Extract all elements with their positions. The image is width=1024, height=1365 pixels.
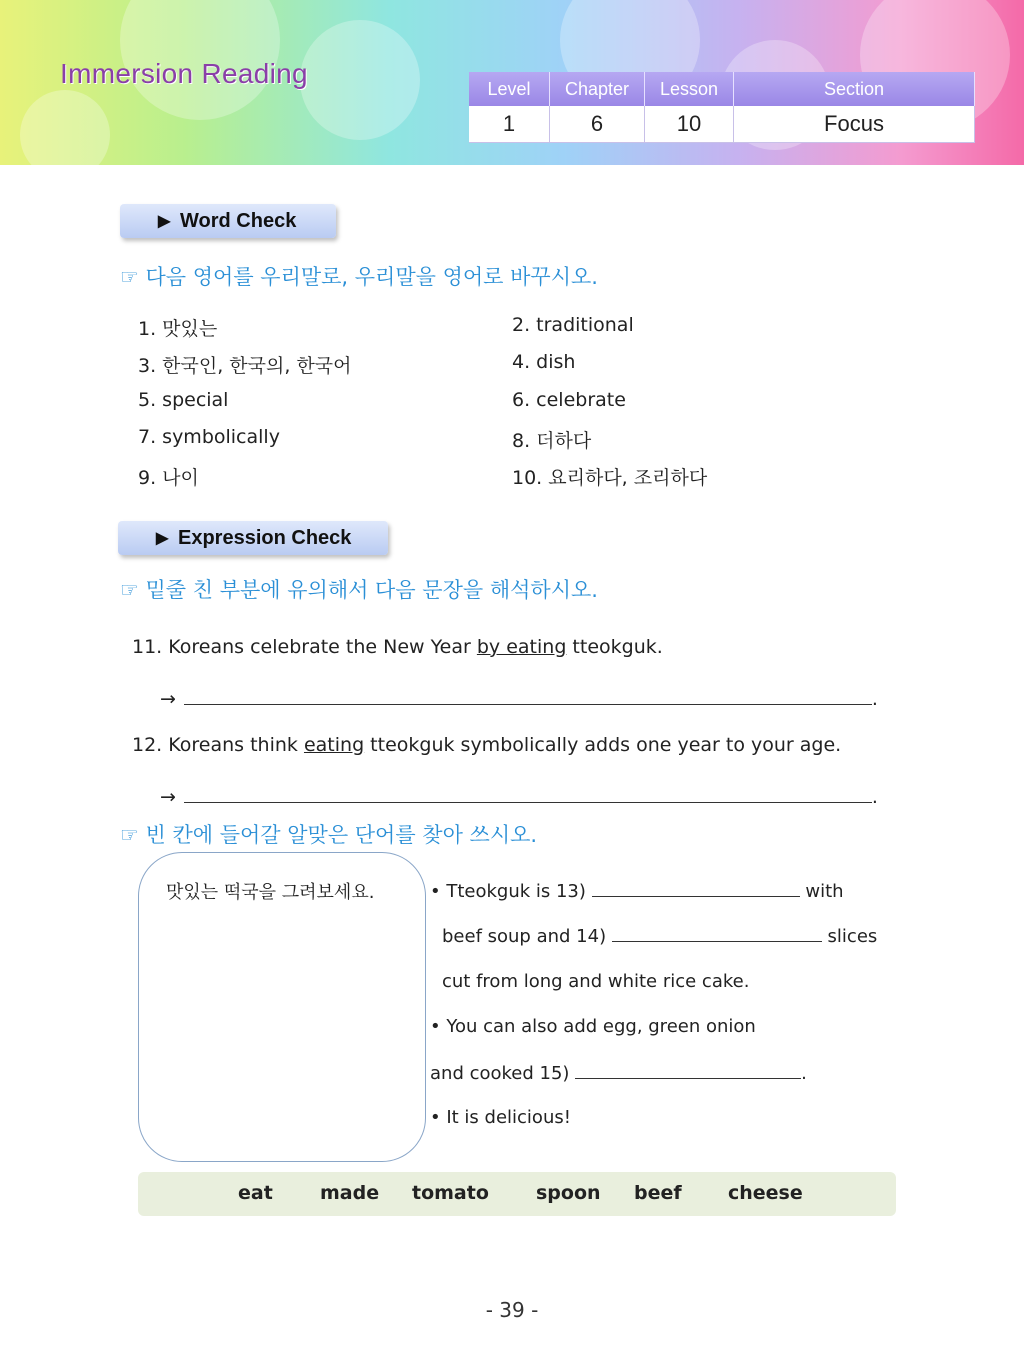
fill-line-1 [430, 880, 844, 902]
answer-line-11[interactable] [160, 686, 878, 710]
blank-14[interactable] [612, 925, 822, 942]
fill-line-2 [442, 925, 877, 947]
word-check-instruction: ☞ 다음 영어를 우리말로, 우리말을 영어로 바꾸시오. [120, 265, 598, 289]
fill-line-4: • You can also add egg, green onion [430, 1016, 756, 1037]
word-item: 6. celebrate [512, 389, 626, 411]
fill-text: . [801, 1063, 807, 1084]
word-item: 7. symbolically [138, 426, 280, 448]
arrow-icon: → [160, 786, 176, 808]
answer-blank[interactable] [184, 686, 872, 705]
fill-line-3: cut from long and white rice cake. [442, 971, 750, 992]
fill-line-5 [430, 1062, 807, 1084]
sentence-11 [132, 636, 663, 658]
answer-line-12[interactable] [160, 784, 878, 808]
word-bank-item: cheese [728, 1182, 803, 1204]
chapter-value: 6 [550, 106, 645, 143]
sentence-text: 11. Koreans celebrate the New Year [132, 636, 477, 658]
lesson-value: 10 [645, 106, 734, 143]
triangle-right-icon: ▶ [156, 530, 169, 547]
word-item: 5. special [138, 389, 229, 411]
sentence-text: tteokguk symbolically adds one year to your age. [364, 734, 842, 756]
word-check-label: Word Check [180, 209, 297, 232]
section-value: Focus [734, 106, 975, 143]
word-item: 8. 더하다 [512, 430, 592, 452]
word-bank-item: eat [238, 1182, 273, 1204]
app-title: Immersion Reading [60, 58, 308, 89]
word-item: 1. 맛있는 [138, 318, 218, 340]
sentence-text: 12. Koreans think [132, 734, 304, 756]
expression-check-label: Expression Check [178, 526, 352, 549]
col-chapter: Chapter [550, 72, 645, 106]
expression-check-tab [118, 521, 388, 555]
arrow-icon: → [160, 688, 176, 710]
word-bank-item: spoon [536, 1182, 601, 1204]
word-item: 3. 한국인, 한국의, 한국어 [138, 355, 352, 377]
fill-in-instruction: ☞ 빈 칸에 들어갈 알맞은 단어를 찾아 쓰시오. [120, 823, 538, 847]
word-item: 4. dish [512, 351, 576, 373]
expression-check-instruction: ☞ 밑줄 친 부분에 유의해서 다음 문장을 해석하시오. [120, 578, 598, 602]
word-item: 9. 나이 [138, 467, 199, 489]
word-check-tab [120, 204, 336, 238]
level-value: 1 [469, 106, 550, 143]
word-bank-item: tomato [412, 1182, 489, 1204]
period: . [871, 786, 878, 808]
word-bank-item: beef [634, 1182, 682, 1204]
header-banner [0, 0, 1024, 165]
page-number: - 39 - [485, 1298, 539, 1322]
sentence-text: tteokguk. [566, 636, 663, 658]
col-level: Level [469, 72, 550, 106]
period: . [871, 688, 878, 710]
underlined-phrase: eating [303, 734, 365, 756]
col-section: Section [734, 72, 975, 106]
blank-15[interactable] [575, 1062, 801, 1079]
lesson-info-table [469, 72, 975, 143]
fill-text: beef soup and 14) [442, 926, 612, 947]
word-bank-item: made [320, 1182, 380, 1204]
fill-text: slices [821, 926, 878, 947]
underlined-phrase: by eating [476, 636, 567, 658]
answer-blank[interactable] [184, 784, 872, 803]
sentence-12 [132, 734, 841, 756]
word-item: 2. traditional [512, 314, 634, 336]
col-lesson: Lesson [645, 72, 734, 106]
fill-line-6: • It is delicious! [430, 1107, 571, 1128]
word-item: 10. 요리하다, 조리하다 [512, 467, 708, 489]
fill-text: • Tteokguk is 13) [430, 881, 592, 902]
blank-13[interactable] [592, 880, 800, 897]
drawing-prompt: 맛있는 떡국을 그려보세요. [166, 882, 375, 903]
fill-text: and cooked 15) [430, 1063, 576, 1084]
fill-text: with [799, 881, 844, 902]
triangle-right-icon: ▶ [158, 213, 171, 230]
